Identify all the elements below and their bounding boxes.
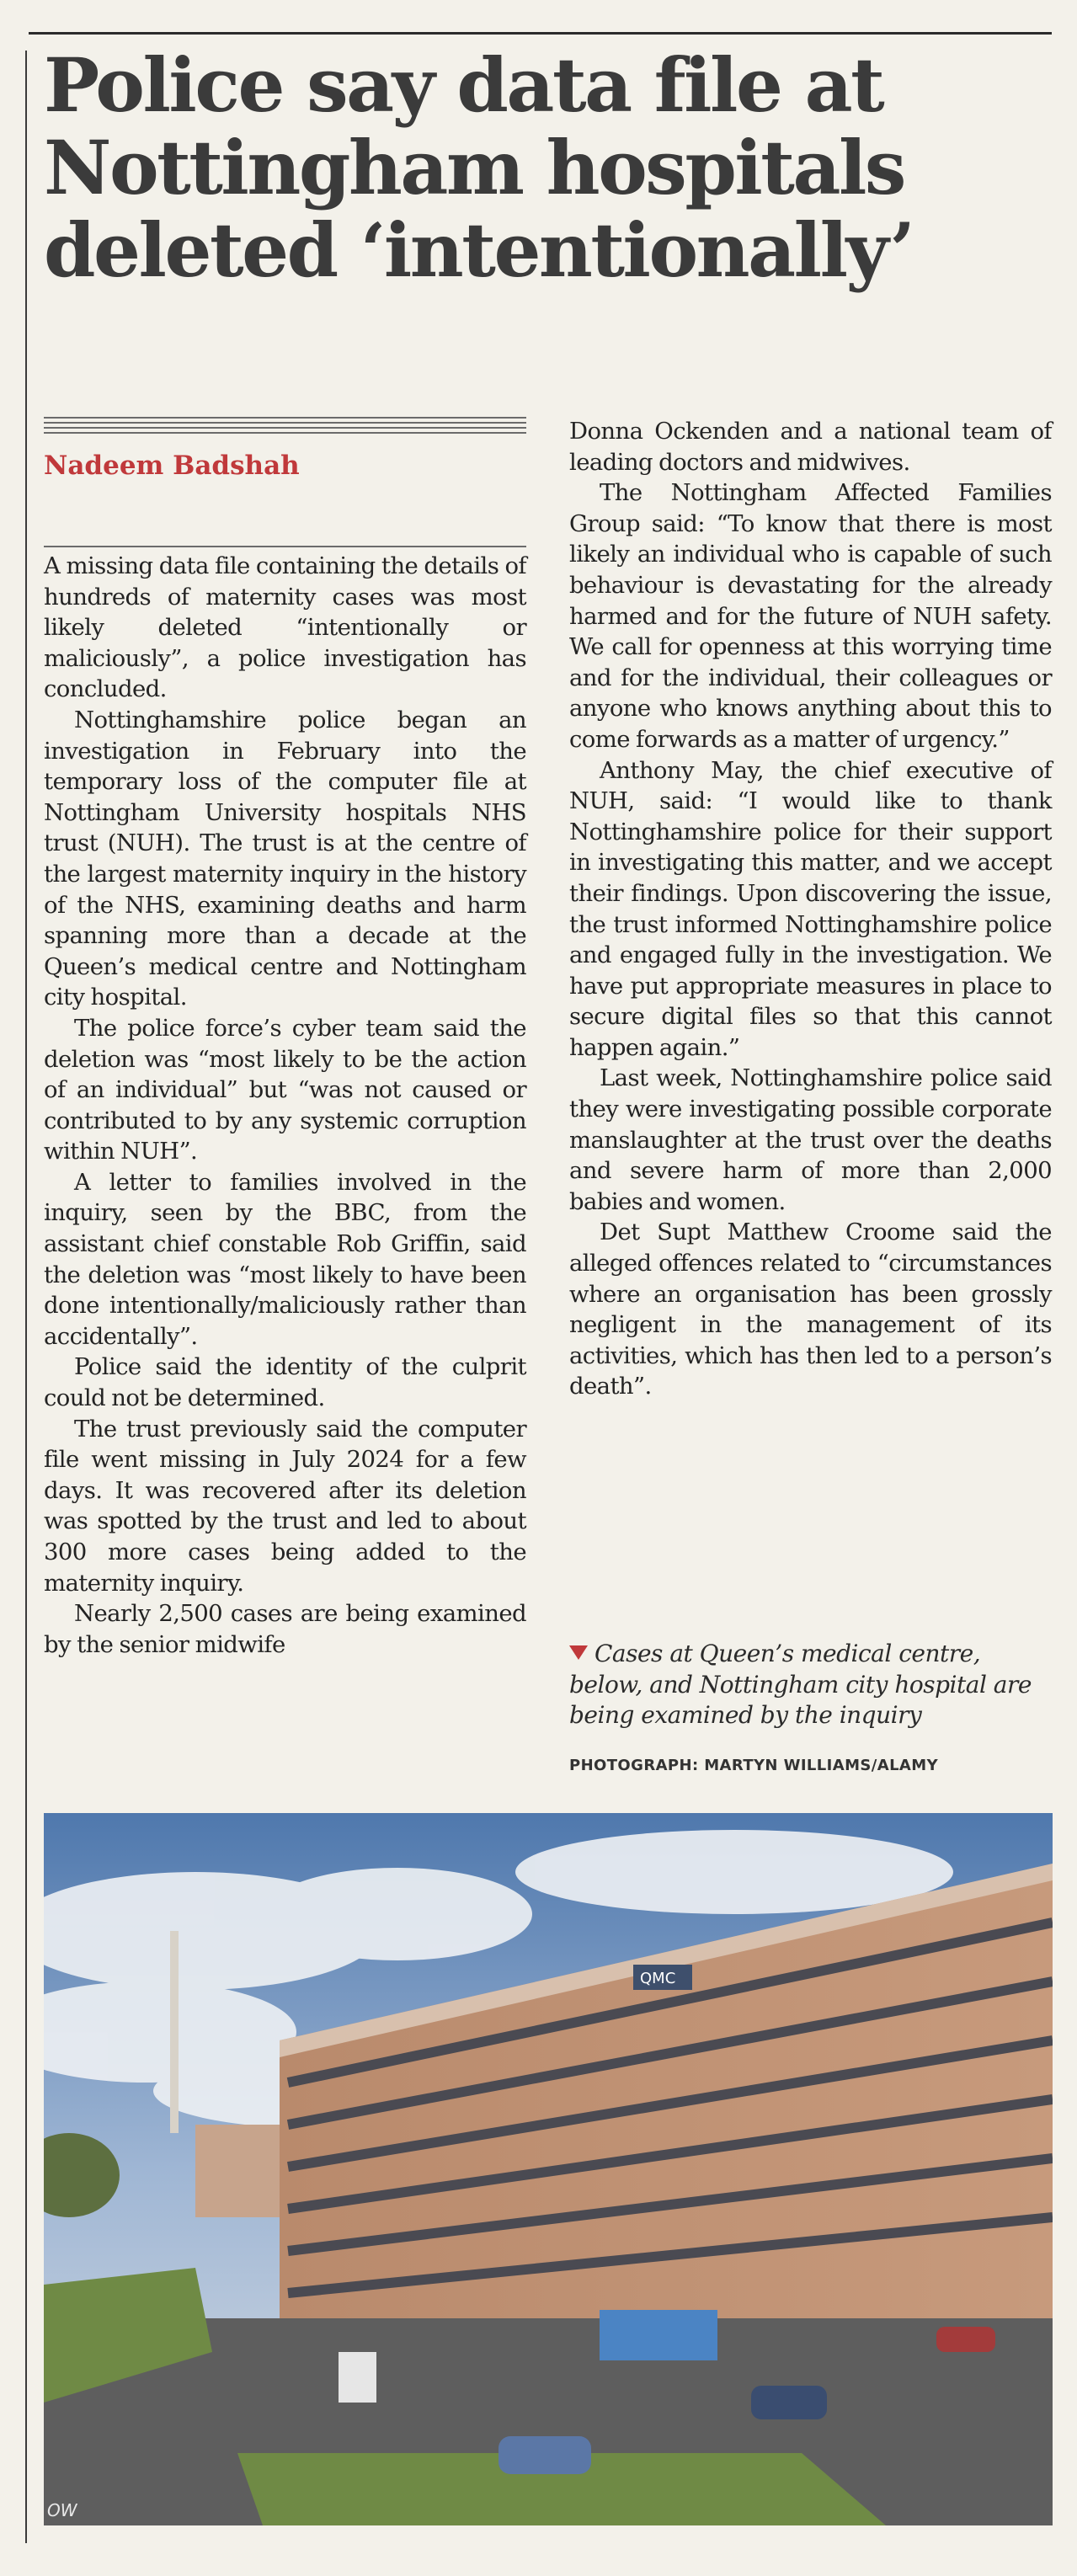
paragraph: Det Supt Matthew Croome said the alleged offences related to “circumstances where an organisation has been grossly negligent in the management of its activities, which has then led to a person’s death”. xyxy=(569,1219,1052,1400)
blue-cabin xyxy=(600,2310,717,2360)
paragraph: Nearly 2,500 cases are being examined by the senior midwife xyxy=(44,1600,526,1658)
article-column-1 xyxy=(44,551,526,1660)
car xyxy=(751,2386,827,2419)
byline: Nadeem Badshah xyxy=(44,451,300,481)
paragraph: The Nottingham Affected Families Group said: “To know that there is most likely an individual who is capable of such behaviour is devastating for the already harmed and for the future of NUH safety. We call for openness at this worrying time and for the individual, their colleagues or anyone who knows anything about this to come forwards as a matter of urgency.” xyxy=(569,479,1052,753)
byline-rules xyxy=(44,417,526,434)
column-rule xyxy=(25,51,27,2543)
hospital-illustration xyxy=(44,1813,1053,2525)
article-column-2 xyxy=(569,416,1052,1402)
photo-credit: PHOTOGRAPH: MARTYN WILLIAMS/ALAMY xyxy=(569,1757,939,1774)
car xyxy=(936,2327,995,2352)
headline-line: Nottingham hospitals xyxy=(44,124,904,211)
paragraph: Donna Ockenden and a national team of leading doctors and midwives. xyxy=(569,418,1052,476)
paragraph: Anthony May, the chief executive of NUH, said: “I would like to thank Nottinghamshire police for their support in investigating this matter, and we accept their findings. Upon discovering the issue, the trust informed Nottinghamshire police and engaged fully in the investigation. We have put appropriate measures in place to secure digital files so that this cannot happen again.” xyxy=(569,756,1052,1061)
van xyxy=(339,2352,376,2403)
top-rule xyxy=(29,32,1052,35)
paragraph: Last week, Nottinghamshire police said they were investigating possible corporate manslaughter at the trust over the deaths and severe harm of more than 2,000 babies and women. xyxy=(569,1064,1052,1215)
paragraph: A missing data file containing the details of hundreds of maternity cases was most likely deleted “intentionally or maliciously”, a police investigation has concluded. xyxy=(44,552,526,703)
caption-triangle-icon xyxy=(569,1645,588,1660)
caption-text: Cases at Queen’s medical centre, below, and Nottingham city hospital are being examined by the inquiry xyxy=(569,1640,1032,1729)
car xyxy=(499,2436,591,2474)
building-sign-text: QMC xyxy=(640,1970,676,1987)
paragraph: Police said the identity of the culprit could not be determined. xyxy=(44,1353,526,1412)
paragraph: The trust previously said the computer file went missing in July 2024 for a few days. It was recovered after its deletion was spotted by the trust and led to about 300 more cases being added to the maternity inquiry. xyxy=(44,1415,526,1597)
hospital-photo xyxy=(44,1813,1053,2525)
paragraph: Nottinghamshire police began an investigation in February into the temporary loss of the computer file at Nottingham University hospitals NHS trust (NUH). The trust is at the centre of the largest maternity inquiry in the history of the NHS, examining deaths and harm spanning more than a decade at the Queen’s medical centre and Nottingham city hospital. xyxy=(44,706,526,1011)
chimney xyxy=(170,1931,179,2133)
photo-watermark: OW xyxy=(47,2500,77,2520)
photo-caption xyxy=(569,1639,1052,1731)
byline-divider xyxy=(44,546,526,547)
headline-line: deleted ‘intentionally’ xyxy=(44,206,914,294)
distant-building xyxy=(195,2125,288,2217)
paragraph: A letter to families involved in the inquiry, seen by the BBC, from the assistant chief constable Rob Griffin, said the deletion was “most likely to have been done intentionally/maliciously rather than accidentally”. xyxy=(44,1168,526,1350)
headline xyxy=(44,41,1021,294)
headline-line: Police say data file at xyxy=(44,41,883,129)
byline-block xyxy=(44,417,526,481)
paragraph: The police force’s cyber team said the deletion was “most likely to be the action of an individual” but “was not caused or contributed to by any systemic corruption within NUH”. xyxy=(44,1014,526,1165)
